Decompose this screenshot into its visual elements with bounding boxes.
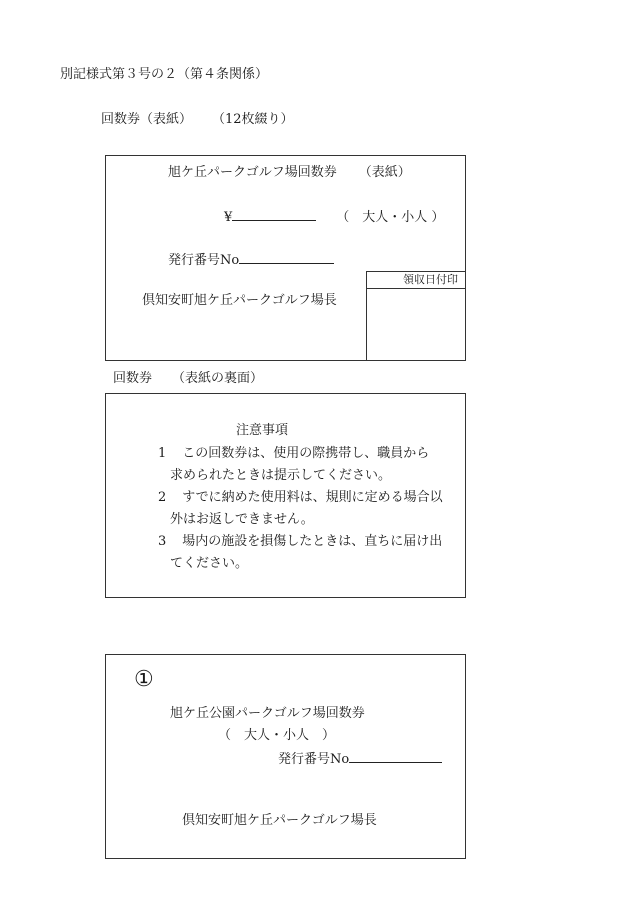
notes-item-line2: 求められたときは提示してください。 <box>170 468 392 483</box>
stamp-label: 領収日付印 <box>367 272 466 289</box>
front-card <box>105 155 466 361</box>
section-back-name: 回数券 <box>113 371 153 386</box>
front-issuer: 倶知安町旭ケ丘パークゴルフ場長 <box>142 293 337 308</box>
ticket-number-mark: ① <box>134 667 154 692</box>
notes-item-number: 1 <box>158 446 167 461</box>
section-front-binding: （12枚綴り） <box>212 112 294 127</box>
price-row <box>224 208 444 224</box>
front-serial-row <box>168 251 334 267</box>
stamp-box <box>366 271 466 361</box>
notes-item <box>158 486 458 530</box>
ticket-title: 旭ケ丘公園パークゴルフ場回数券 <box>170 706 365 721</box>
notes-item-line2: てください。 <box>170 556 249 571</box>
notes-item-line1: 場内の施設を損傷したときは、直ちに届け出 <box>182 534 443 549</box>
notes-heading: 注意事項 <box>236 423 289 438</box>
section-front-name: 回数券（表紙） <box>101 112 193 127</box>
notes-item <box>158 442 458 486</box>
yen-mark: ¥ <box>224 210 233 225</box>
notes-item <box>158 530 458 574</box>
price-blank <box>232 208 316 221</box>
section-front-label <box>101 113 294 126</box>
front-card-title-row <box>168 166 411 179</box>
ticket-card <box>105 654 466 859</box>
ticket-issuer: 倶知安町旭ケ丘パークゴルフ場長 <box>182 813 377 828</box>
front-card-title-suffix: （表紙） <box>358 165 411 180</box>
notes-item-number: 2 <box>158 490 167 505</box>
notes-item-number: 3 <box>158 534 167 549</box>
form-title: 別記様式第３号の２（第４条関係） <box>60 67 269 82</box>
front-card-category: （ 大人・小人 ） <box>336 210 445 225</box>
front-card-title: 旭ケ丘パークゴルフ場回数券 <box>168 165 337 180</box>
ticket-serial-blank <box>349 750 442 763</box>
section-back-label <box>113 372 263 385</box>
section-back-sub: （表紙の裏面） <box>172 371 264 386</box>
notes-card <box>105 393 466 598</box>
front-serial-blank <box>239 251 334 264</box>
notes-item-line1: すでに納めた使用料は、規則に定める場合以 <box>182 490 443 505</box>
ticket-category: （ 大人・小人 ） <box>218 728 336 743</box>
notes-list <box>158 442 458 574</box>
front-serial-label: 発行番号No <box>168 253 240 268</box>
notes-item-line1: この回数券は、使用の際携帯し、職員から <box>182 446 430 461</box>
notes-item-line2: 外はお返しできません。 <box>170 512 314 527</box>
ticket-serial-row <box>278 750 442 766</box>
ticket-serial-label: 発行番号No <box>278 752 350 767</box>
